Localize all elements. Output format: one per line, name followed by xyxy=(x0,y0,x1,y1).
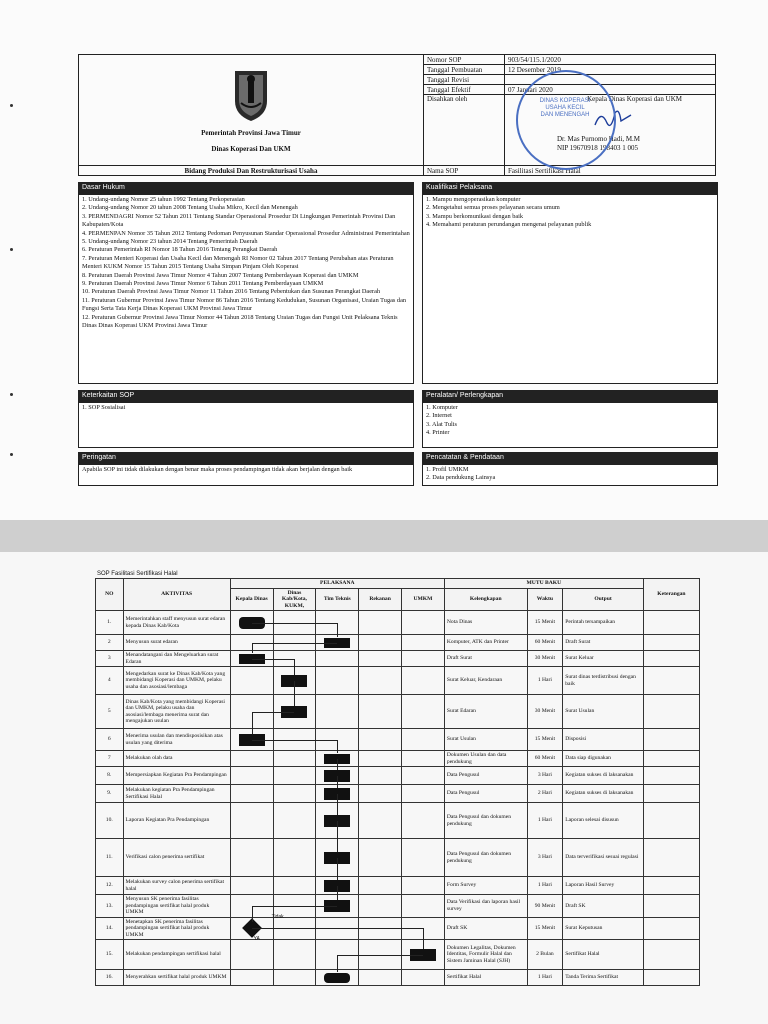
flow-step-activity: Menyerahkan sertifikat halal produk UMKM xyxy=(123,970,230,986)
col-mutu-baku: MUTU BAKU xyxy=(444,579,643,589)
flow-step-keterangan xyxy=(643,785,699,803)
warning-text: Apabila SOP ini tidak dilakukan dengan benar maka proses pendampingan tidak akan berjalan dengan baik xyxy=(82,466,353,473)
lane-tim-teknis: Tim Teknis xyxy=(316,588,359,611)
flow-step-number: 2 xyxy=(96,635,124,651)
connector-line xyxy=(252,623,338,624)
col-output: Output xyxy=(563,588,644,611)
connector-line xyxy=(294,659,295,675)
flow-step-number: 10. xyxy=(96,803,124,839)
flow-row xyxy=(96,667,700,695)
flow-step-waktu: 60 Menit xyxy=(527,751,563,767)
flow-step-number: 13. xyxy=(96,895,124,918)
flow-step-keterangan xyxy=(643,751,699,767)
lane-cell xyxy=(402,729,445,751)
connector-line xyxy=(337,776,338,788)
lane-cell xyxy=(402,803,445,839)
lane-cell xyxy=(402,839,445,877)
created-date-label: Tanggal Pembuatan xyxy=(424,65,505,75)
flow-step-waktu: 15 Menit xyxy=(527,611,563,635)
flow-row xyxy=(96,767,700,785)
lane-cell xyxy=(359,877,402,895)
connector-line xyxy=(252,712,253,734)
flow-step-waktu: 30 Menit xyxy=(527,651,563,667)
legal-basis-item: 7. Peraturan Menteri Koperasi dan Usaha Kecil dan Menengah RI Nomor 02 Tahun 2017 Tentang Perubahan atas Peraturan Menteri KUKM Nomor 15 Tahun 2015 Tentang Usaha Simpan Pinjam Oleh Koperasi xyxy=(82,254,394,271)
flow-step-number: 1. xyxy=(96,611,124,635)
flow-step-keterangan xyxy=(643,839,699,877)
legal-basis-item: 4. PERMENPAN Nomor 35 Tahun 2012 Tentang Pedoman Penyusunan Standar Operasional Prosedur Administrasi Pemerintahan xyxy=(82,229,410,237)
connector-line xyxy=(252,712,295,713)
warning-section xyxy=(78,452,414,486)
flow-step-activity: Mempersiapkan Kegiatan Pra Pendampingan xyxy=(123,767,230,785)
connector-line xyxy=(423,928,424,948)
legal-basis-item: 10. Peraturan Daerah Provinsi Jawa Timur Nomor 11 Tahun 2016 Tentang Pebentukan dan Susunan Perangkat Daerah xyxy=(82,288,381,296)
legal-basis-item: 11. Peraturan Gubernur Provinsi Jawa Timur Nomor 86 Tahun 2016 Tentang Kedudukan, Susunan Organisasi, Uraian Tugas dan Fungsi Serta Tata Kerja Dinas Koperasi UKM Provinsi Jawa Timur xyxy=(82,296,407,313)
connector-line xyxy=(294,681,295,706)
lane-cell xyxy=(230,767,273,785)
qualification-item: 4. Memahami peraturan perundangan mengenai pelayanan publik xyxy=(426,221,592,229)
lane-cell xyxy=(230,877,273,895)
stamp-line-3: DAN MENENGAH xyxy=(540,112,590,118)
flow-step-number: 12. xyxy=(96,877,124,895)
flow-row xyxy=(96,729,700,751)
legal-basis-list xyxy=(79,195,413,332)
col-no: NO xyxy=(96,579,124,611)
sop-number-value: 903/54/115.1/2020 xyxy=(505,55,716,65)
lane-umkm: UMKM xyxy=(402,588,445,611)
lane-cell xyxy=(230,940,273,970)
flow-step-output: Draft Surat xyxy=(563,635,644,651)
connector-line xyxy=(337,794,338,815)
legal-basis-item: 3. PERMENDAGRI Nomor 52 Tahun 2011 Tentang Standar Operasional Prosedur Di Lingkungan Pemerintah Provinsi Dan Kabupaten/Kota xyxy=(82,212,396,229)
lane-cell xyxy=(402,785,445,803)
stamp-line-2: USAHA KECIL xyxy=(545,105,585,111)
flow-step-kelengkapan: Data Pengusul xyxy=(444,785,527,803)
flow-step-output: Perintah tersampaikan xyxy=(563,611,644,635)
flow-step-waktu: 30 Menit xyxy=(527,695,563,729)
flow-step-kelengkapan: Draft Surat xyxy=(444,651,527,667)
flow-step-number: 11. xyxy=(96,839,124,877)
flow-step-output: Laporan Hasil Survey xyxy=(563,877,644,895)
lane-cell xyxy=(359,803,402,839)
lane-cell xyxy=(316,667,359,695)
flow-step-keterangan xyxy=(643,767,699,785)
flow-step-kelengkapan: Data Verifikasi dan laporan hasil survey xyxy=(444,895,527,918)
connector-line xyxy=(337,858,338,880)
flow-step-output: Surat Keluar xyxy=(563,651,644,667)
flow-step-output: Kegiatan sukses di laksanakan xyxy=(563,767,644,785)
flow-step-kelengkapan: Komputer, ATK dan Printer xyxy=(444,635,527,651)
lane-kepala-dinas: Kepala Dinas xyxy=(230,588,273,611)
flow-step-kelengkapan: Dokumen Legalitas, Dokumen Identitas, Formulir Halal dan Sistem Jaminan Halal (SJH) xyxy=(444,940,527,970)
flow-step-keterangan xyxy=(643,695,699,729)
connector-line xyxy=(337,623,338,637)
flow-step-number: 14. xyxy=(96,917,124,940)
qualification-item: 1. Mampu mengoperasikan komputer xyxy=(426,196,521,203)
lane-cell xyxy=(273,940,316,970)
flow-row xyxy=(96,877,700,895)
legal-basis-section xyxy=(78,182,414,384)
connector-line xyxy=(337,955,423,956)
created-date-value: 12 Desember 2019 xyxy=(505,65,716,75)
equipment-item: 3. Alat Tulis xyxy=(426,420,457,428)
approver-title: Kepala Dinas Koperasi dan UKM xyxy=(587,95,682,103)
connector-line xyxy=(252,740,338,741)
flow-step-keterangan xyxy=(643,917,699,940)
flow-step-keterangan xyxy=(643,611,699,635)
flow-step-output: Surat dinas terdistribusi dengan baik xyxy=(563,667,644,695)
lane-cell xyxy=(359,970,402,986)
flow-row xyxy=(96,651,700,667)
legal-basis-item: 8. Peraturan Daerah Provinsi Jawa Timur Nomor 4 Tahun 2007 Tentang Pemberdayaan Koperasi dan UMKM xyxy=(82,271,359,279)
lane-cell xyxy=(359,839,402,877)
legal-basis-item: 5. Undang-undang Nomor 23 tahun 2014 Tentang Pemerintah Daerah xyxy=(82,238,258,246)
lane-cell xyxy=(316,695,359,729)
flow-step-keterangan xyxy=(643,970,699,986)
equipment-item: 4. Printer xyxy=(426,429,450,437)
lane-cell xyxy=(273,970,316,986)
flow-row xyxy=(96,635,700,651)
flow-step-kelengkapan: Data Pengusul dan dokumen pendukung xyxy=(444,839,527,877)
page-gap xyxy=(0,520,768,552)
lane-cell xyxy=(273,877,316,895)
flow-step-kelengkapan: Dokumen Usulan dan data pendukung xyxy=(444,751,527,767)
lane-cell xyxy=(273,839,316,877)
agency-identity-cell xyxy=(79,55,424,166)
lane-cell xyxy=(402,877,445,895)
flow-step-waktu: 3 Hari xyxy=(527,767,563,785)
recording-item: 1. Profil UMKM xyxy=(426,466,469,473)
legal-basis-item: 12. Peraturan Gubernur Provinsi Jawa Timur Nomor 44 Tahun 2018 Tentang Uraian Tugas dan Fungsi Unit Pelaksana Teknis Dinas Dinas Koperasi UKM Provinsi Jawa Timur xyxy=(82,313,398,330)
flow-row xyxy=(96,785,700,803)
flow-step-waktu: 1 Hari xyxy=(527,877,563,895)
official-stamp xyxy=(516,70,616,170)
recording-item: 2. Data pendukung Lainsya xyxy=(426,474,496,482)
legal-basis-item: 2. Undang-undang Nomor 20 tahun 2008 Tentang Usaha Mikro, Kecil dan Menengah xyxy=(82,204,298,212)
lane-cell xyxy=(359,651,402,667)
equipment-item: 1. Komputer xyxy=(426,404,458,411)
lane-cell xyxy=(359,611,402,635)
lane-cell xyxy=(273,785,316,803)
related-sop-item: 1. SOP Sosialisai xyxy=(82,404,126,411)
related-sop-section xyxy=(78,390,414,448)
flow-step-keterangan xyxy=(643,803,699,839)
approved-by-label: Disahkan oleh xyxy=(424,95,505,166)
flow-step-waktu: 2 Hari xyxy=(527,785,563,803)
col-keterangan: Keterangan xyxy=(643,579,699,611)
qualification-item: 2. Mengetahui semua proses pelayanan secara umum xyxy=(426,204,560,212)
warning-title: Peringatan xyxy=(79,453,413,465)
flow-row xyxy=(96,970,700,986)
lane-cell xyxy=(273,803,316,839)
legal-basis-item: 6. Peraturan Pemerintah RI Nomor 18 Tahun 2016 Tentang Perangkat Daerah xyxy=(82,246,278,254)
flow-step-output: Data siap digunakan xyxy=(563,751,644,767)
lane-cell xyxy=(273,767,316,785)
effective-date-value: 07 Januari 2020 xyxy=(505,85,716,95)
equipment-title: Peralatan/ Perlengkapan xyxy=(423,391,717,403)
sop-name-label: Nama SOP xyxy=(424,166,505,176)
flow-step-activity: Melakukan olah data xyxy=(123,751,230,767)
flow-step-waktu: 1 Hari xyxy=(527,803,563,839)
lane-cell xyxy=(402,695,445,729)
flow-step-kelengkapan: Sertifikat Halal xyxy=(444,970,527,986)
flow-step-kelengkapan: Surat Keluar, Kendaraan xyxy=(444,667,527,695)
flow-step-number: 7 xyxy=(96,751,124,767)
lane-cell xyxy=(359,635,402,651)
lane-cell xyxy=(359,751,402,767)
flow-row xyxy=(96,839,700,877)
flow-step-waktu: 3 Hari xyxy=(527,839,563,877)
flow-step-keterangan xyxy=(643,877,699,895)
flow-step-activity: Menetapkan SK penerima fasilitas pendampingan sertifikat halal produk UMKM xyxy=(123,917,230,940)
lane-cell xyxy=(316,651,359,667)
flow-step-activity: Melakukan kegiatan Pra Pendampingan Sertifikasi Halal xyxy=(123,785,230,803)
flow-step-waktu: 15 Menit xyxy=(527,917,563,940)
sop-name-value: Fasilitasi Sertifikasi Halal xyxy=(505,166,716,176)
flow-step-number: 16. xyxy=(96,970,124,986)
lane-cell xyxy=(359,895,402,918)
flow-step-output: Laporan selesai disusun xyxy=(563,803,644,839)
lane-cell xyxy=(402,895,445,918)
sop-flowchart-table xyxy=(95,578,700,986)
east-java-emblem-icon xyxy=(231,67,271,123)
connector-line xyxy=(252,906,338,907)
connector-line xyxy=(337,955,338,972)
sop-number-label: Nomor SOP xyxy=(424,55,505,65)
bullet-dot xyxy=(10,248,13,251)
connector-line xyxy=(252,928,423,929)
flow-step-waktu: 60 Menit xyxy=(527,635,563,651)
connector-line xyxy=(252,659,295,660)
flow-step-activity: Memerintahkan staff menyusun surat edaran kepada Dinas Kab/Kota xyxy=(123,611,230,635)
flow-step-number: 6 xyxy=(96,729,124,751)
flow-step-output: Data terverifikasi sesuai regulasi xyxy=(563,839,644,877)
flow-step-kelengkapan: Data Pengusul dan dokumen pendukung xyxy=(444,803,527,839)
flow-step-activity: Menyusun surat edaran xyxy=(123,635,230,651)
flow-step-number: 4 xyxy=(96,667,124,695)
lane-cell xyxy=(402,651,445,667)
flow-step-activity: Menerima usulan dan mendisposisikan atas usulan yang diterima xyxy=(123,729,230,751)
bullet-dot xyxy=(10,393,13,396)
flow-step-keterangan xyxy=(643,667,699,695)
sop-identity-table xyxy=(78,54,716,176)
flow-step-output: Surat Usulan xyxy=(563,695,644,729)
flow-step-output: Tanda Terima Sertifikat xyxy=(563,970,644,986)
col-waktu: Waktu xyxy=(527,588,563,611)
effective-date-label: Tanggal Efektif xyxy=(424,85,505,95)
qualification-section xyxy=(422,182,718,384)
flow-step-activity: Melakukan survey calon penerima sertifikat halal xyxy=(123,877,230,895)
decision-no-label: Tidak xyxy=(271,914,284,921)
flow-step-kelengkapan: Nota Dinas xyxy=(444,611,527,635)
flow-step-waktu: 90 Menit xyxy=(527,895,563,918)
connector-line xyxy=(337,821,338,852)
flow-caption: SOP Fasilitasi Sertifikasi Halal xyxy=(97,571,178,577)
flow-step-output: Draft SK xyxy=(563,895,644,918)
process-box xyxy=(324,973,350,983)
flow-step-keterangan xyxy=(643,651,699,667)
lane-cell xyxy=(402,751,445,767)
bullet-dot xyxy=(10,453,13,456)
lane-cell xyxy=(359,767,402,785)
lane-cell xyxy=(402,635,445,651)
recording-title: Pencatatan & Pendataan xyxy=(423,453,717,465)
bullet-dot xyxy=(10,104,13,107)
legal-basis-title: Dasar Hukum xyxy=(79,183,413,195)
flow-step-keterangan xyxy=(643,940,699,970)
flow-step-activity: Dinas Kab/Kota yang membidangi Koperasi dan UMKM, pelaku usaha dan asosiasi/lembaga menerima surat dan mengajukan usulan xyxy=(123,695,230,729)
flow-step-kelengkapan: Draft SK xyxy=(444,917,527,940)
flow-step-kelengkapan: Surat Edaran xyxy=(444,695,527,729)
flow-row xyxy=(96,803,700,839)
flow-step-number: 9. xyxy=(96,785,124,803)
lane-cell xyxy=(402,611,445,635)
signer-name: Dr. Mas Purnomo Hadi, M.M xyxy=(557,135,641,143)
flow-step-kelengkapan: Data Pengusul xyxy=(444,767,527,785)
bidang-label: Bidang Produksi Dan Restrukturisasi Usaha xyxy=(79,166,424,176)
lane-cell xyxy=(230,803,273,839)
stamp-line-1: DINAS KOPERASI xyxy=(539,98,591,104)
revision-date-label: Tanggal Revisi xyxy=(424,75,505,85)
flow-step-activity: Menyusun SK penerima fasilitas pendampingan sertifikat halal produk UMKM xyxy=(123,895,230,918)
org-line-2: Dinas Koperasi Dan UKM xyxy=(211,145,291,153)
flow-step-number: 5 xyxy=(96,695,124,729)
lane-cell xyxy=(359,785,402,803)
lane-cell xyxy=(402,667,445,695)
flow-step-output: Disposisi xyxy=(563,729,644,751)
qualification-item: 3. Mampu berkomunikasi dengan baik xyxy=(426,212,524,220)
flow-step-output: Sertifikat Halal xyxy=(563,940,644,970)
flow-step-output: Surat Keputusan xyxy=(563,917,644,940)
lane-cell xyxy=(359,695,402,729)
connector-line xyxy=(337,740,338,753)
flow-step-activity: Mengedarkan surat ke Dinas Kab/Kota yang membidangi Koperasi dan UMKM, pelaku usaha dan asosiasi/lembaga xyxy=(123,667,230,695)
connector-line xyxy=(252,643,338,644)
flow-row xyxy=(96,751,700,767)
flow-step-waktu: 1 Hari xyxy=(527,970,563,986)
flow-step-kelengkapan: Form Survey xyxy=(444,877,527,895)
flow-step-waktu: 15 Menit xyxy=(527,729,563,751)
lane-cell xyxy=(230,785,273,803)
equipment-item: 2. Internet xyxy=(426,412,452,420)
flow-step-activity: Laporan Kegiatan Pra Pendampingan xyxy=(123,803,230,839)
lane-cell xyxy=(402,970,445,986)
legal-basis-item: 9. Peraturan Daerah Provinsi Jawa Timur Nomor 6 Tahun 2011 Tentang Pemberdayaan UMKM xyxy=(82,280,324,288)
lane-rekanan: Rekanan xyxy=(359,588,402,611)
col-kelengkapan: Kelengkapan xyxy=(444,588,527,611)
flow-row xyxy=(96,695,700,729)
col-pelaksana: PELAKSANA xyxy=(230,579,444,589)
connector-line xyxy=(337,759,338,770)
connector-line xyxy=(252,643,253,653)
lane-cell xyxy=(359,667,402,695)
flow-step-keterangan xyxy=(643,635,699,651)
legal-basis-item: 1. Undang-undang Nomor 25 tahun 1992 Tentang Perkoperasian xyxy=(82,196,245,203)
lane-cell xyxy=(230,751,273,767)
signer-nip: NIP 19670918 198403 1 005 xyxy=(557,144,639,152)
qualification-title: Kualifikasi Pelaksana xyxy=(423,183,717,195)
flow-step-kelengkapan: Surat Usulan xyxy=(444,729,527,751)
lane-cell xyxy=(230,970,273,986)
lane-cell xyxy=(230,839,273,877)
flow-step-waktu: 2 Bulan xyxy=(527,940,563,970)
lane-cell xyxy=(230,667,273,695)
flow-step-keterangan xyxy=(643,729,699,751)
flow-step-activity: Melakukan pendampingan sertifikasi halal xyxy=(123,940,230,970)
lane-cell xyxy=(402,767,445,785)
flow-step-number: 8. xyxy=(96,767,124,785)
flow-step-number: 3 xyxy=(96,651,124,667)
lane-dinas-kab: Dinas Kab/Kota, KUKM, xyxy=(273,588,316,611)
connector-line xyxy=(252,906,253,923)
recording-section xyxy=(422,452,718,486)
flow-step-keterangan xyxy=(643,895,699,918)
col-activity: AKTIVITAS xyxy=(123,579,230,611)
flow-step-activity: Menandatangani dan Mengeluarkan surat Edaran xyxy=(123,651,230,667)
org-line-1: Pemerintah Provinsi Jawa Timur xyxy=(201,129,301,137)
flow-step-activity: Verifikasi calon penerima sertifikat xyxy=(123,839,230,877)
flow-step-waktu: 1 Hari xyxy=(527,667,563,695)
flow-step-number: 15. xyxy=(96,940,124,970)
related-sop-title: Keterkaitan SOP xyxy=(79,391,413,403)
connector-line xyxy=(337,886,338,900)
flow-row xyxy=(96,895,700,918)
flow-row xyxy=(96,611,700,635)
decision-yes-label: YA xyxy=(253,936,260,943)
equipment-section xyxy=(422,390,718,448)
flow-step-output: Kegiatan sukses di laksanakan xyxy=(563,785,644,803)
lane-cell xyxy=(359,729,402,751)
lane-cell xyxy=(273,751,316,767)
